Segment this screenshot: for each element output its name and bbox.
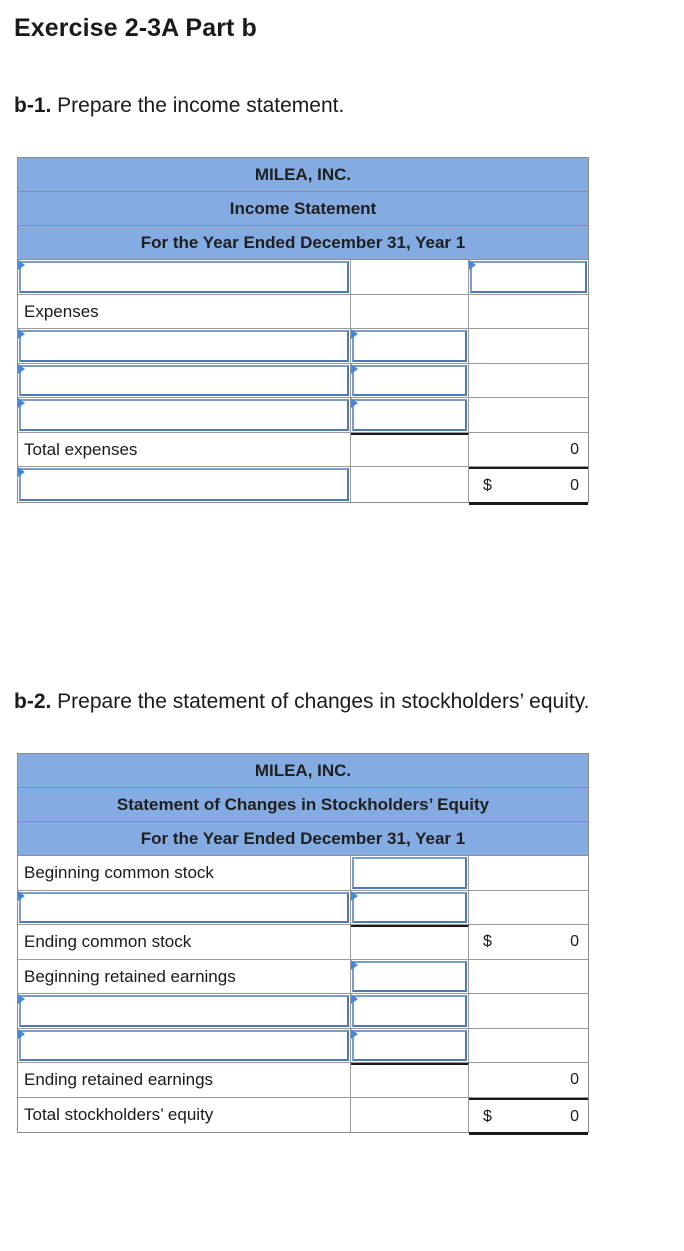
total-equity-value: 0 — [570, 1107, 579, 1125]
expenses-label: Expenses — [24, 301, 99, 321]
dropdown-flag-icon — [351, 994, 358, 1004]
expense-amount-input[interactable] — [352, 365, 467, 397]
expense-label-input[interactable] — [19, 365, 349, 397]
expense-amount-input[interactable] — [352, 399, 467, 431]
dropdown-flag-icon — [351, 329, 358, 339]
re-change-amount-input[interactable] — [352, 1030, 467, 1062]
dropdown-flag-icon — [351, 891, 358, 901]
statement-period: For the Year Ended December 31, Year 1 — [18, 822, 588, 856]
dropdown-flag-icon — [18, 364, 25, 374]
income-statement-table — [17, 157, 589, 503]
dropdown-flag-icon — [18, 467, 25, 477]
expense-row — [18, 398, 588, 433]
revenue-amount-input[interactable] — [470, 261, 587, 293]
beginning-common-stock-input[interactable] — [352, 857, 467, 889]
retained-earnings-change-row — [18, 1029, 588, 1064]
dropdown-flag-icon — [18, 891, 25, 901]
re-change-label-input[interactable] — [19, 1030, 349, 1062]
expense-amount-input[interactable] — [352, 330, 467, 362]
statement-name: Income Statement — [18, 192, 588, 226]
part1-number: b-1. — [14, 94, 52, 117]
revenue-row — [18, 260, 588, 295]
beginning-retained-earnings-input[interactable] — [352, 961, 467, 993]
beginning-retained-earnings-label: Beginning retained earnings — [24, 966, 236, 986]
dropdown-flag-icon — [351, 364, 358, 374]
net-income-currency: $ — [483, 477, 492, 494]
ending-common-value: 0 — [570, 933, 579, 950]
ending-retained-value: 0 — [570, 1071, 579, 1088]
dropdown-flag-icon — [18, 1029, 25, 1039]
dropdown-flag-icon — [351, 1029, 358, 1039]
ending-retained-earnings-row — [18, 1063, 588, 1098]
dropdown-flag-icon — [18, 994, 25, 1004]
dropdown-flag-icon — [469, 260, 476, 270]
retained-earnings-change-row — [18, 994, 588, 1029]
ending-common-currency: $ — [483, 933, 492, 950]
expense-row — [18, 364, 588, 399]
dropdown-flag-icon — [18, 329, 25, 339]
total-expenses-value: 0 — [570, 440, 579, 458]
part2-instruction — [14, 690, 589, 714]
re-change-label-input[interactable] — [19, 995, 349, 1027]
stock-issued-amount-input[interactable] — [352, 892, 467, 924]
company-name: MILEA, INC. — [18, 754, 588, 788]
beginning-common-stock-label: Beginning common stock — [24, 863, 214, 882]
total-equity-row — [18, 1098, 588, 1133]
expenses-header-row — [18, 295, 588, 330]
beginning-retained-earnings-row — [18, 960, 588, 995]
re-change-amount-input[interactable] — [352, 995, 467, 1027]
ending-common-stock-row — [18, 925, 588, 960]
company-name: MILEA, INC. — [18, 158, 588, 192]
net-income-value: 0 — [570, 477, 579, 494]
dropdown-flag-icon — [18, 260, 25, 270]
total-expenses-row — [18, 433, 588, 468]
total-equity-label: Total stockholders’ equity — [24, 1104, 214, 1124]
expense-label-input[interactable] — [19, 330, 349, 362]
part2-number: b-2. — [14, 690, 52, 713]
expense-label-input[interactable] — [19, 399, 349, 431]
part1-instruction-text: Prepare the income statement. — [51, 94, 345, 117]
part1-instruction — [14, 94, 344, 118]
dropdown-flag-icon — [18, 398, 25, 408]
dropdown-flag-icon — [351, 960, 358, 970]
equity-statement-table — [17, 753, 589, 1133]
total-equity-currency: $ — [483, 1107, 492, 1125]
statement-name: Statement of Changes in Stockholders’ Equity — [18, 788, 588, 822]
dropdown-flag-icon — [351, 398, 358, 408]
net-income-row — [18, 467, 588, 502]
beginning-common-stock-row — [18, 856, 588, 891]
expense-row — [18, 329, 588, 364]
common-stock-issued-row — [18, 891, 588, 926]
stock-issued-label-input[interactable] — [19, 892, 349, 924]
ending-retained-earnings-label: Ending retained earnings — [24, 1070, 214, 1089]
statement-period: For the Year Ended December 31, Year 1 — [18, 226, 588, 260]
ending-common-stock-label: Ending common stock — [24, 932, 192, 951]
page-title: Exercise 2-3A Part b — [14, 14, 257, 42]
net-income-label-input[interactable] — [19, 468, 349, 501]
part2-instruction-text: Prepare the statement of changes in stockholders’ equity. — [51, 690, 590, 713]
total-expenses-label: Total expenses — [24, 439, 138, 459]
revenue-label-input[interactable] — [19, 261, 349, 293]
